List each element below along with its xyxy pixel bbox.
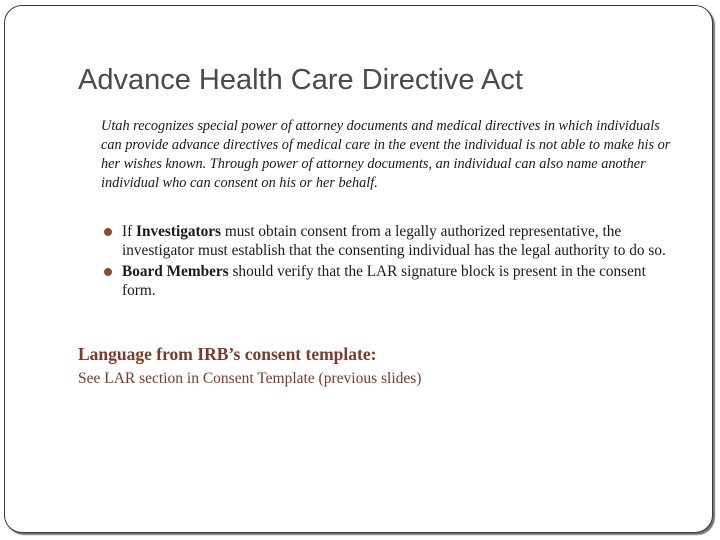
bullet-item-investigators <box>104 222 678 260</box>
bullet-dot-icon <box>104 228 112 236</box>
bullet-list <box>104 222 678 302</box>
intro-paragraph: Utah recognizes special power of attorney documents and medical directives in which individuals can provide advance directives of medical care in the event the individual is not able to make his or her wishes known. Through power of attorney documents, an individual can also name another individual who can consent on his or her behalf. <box>101 118 671 191</box>
bullet-item-board-members <box>104 262 678 300</box>
slide-title: Advance Health Care Directive Act <box>78 64 523 96</box>
bullet-text: must obtain consent from a legally authorized representative, the investigator must establish that the consenting individual has the legal authority to do so. <box>122 223 666 259</box>
bullet-bold-term: Board Members <box>122 263 229 280</box>
consent-template-heading: Language from IRB’s consent template: <box>78 344 377 364</box>
consent-template-reference: See LAR section in Consent Template (previous slides) <box>78 370 422 387</box>
bullet-dot-icon <box>104 268 112 276</box>
bullet-lead: If <box>122 223 137 240</box>
bullet-text: should verify that the LAR signature block is present in the consent form. <box>122 263 646 299</box>
bullet-bold-term: Investigators <box>136 223 221 240</box>
